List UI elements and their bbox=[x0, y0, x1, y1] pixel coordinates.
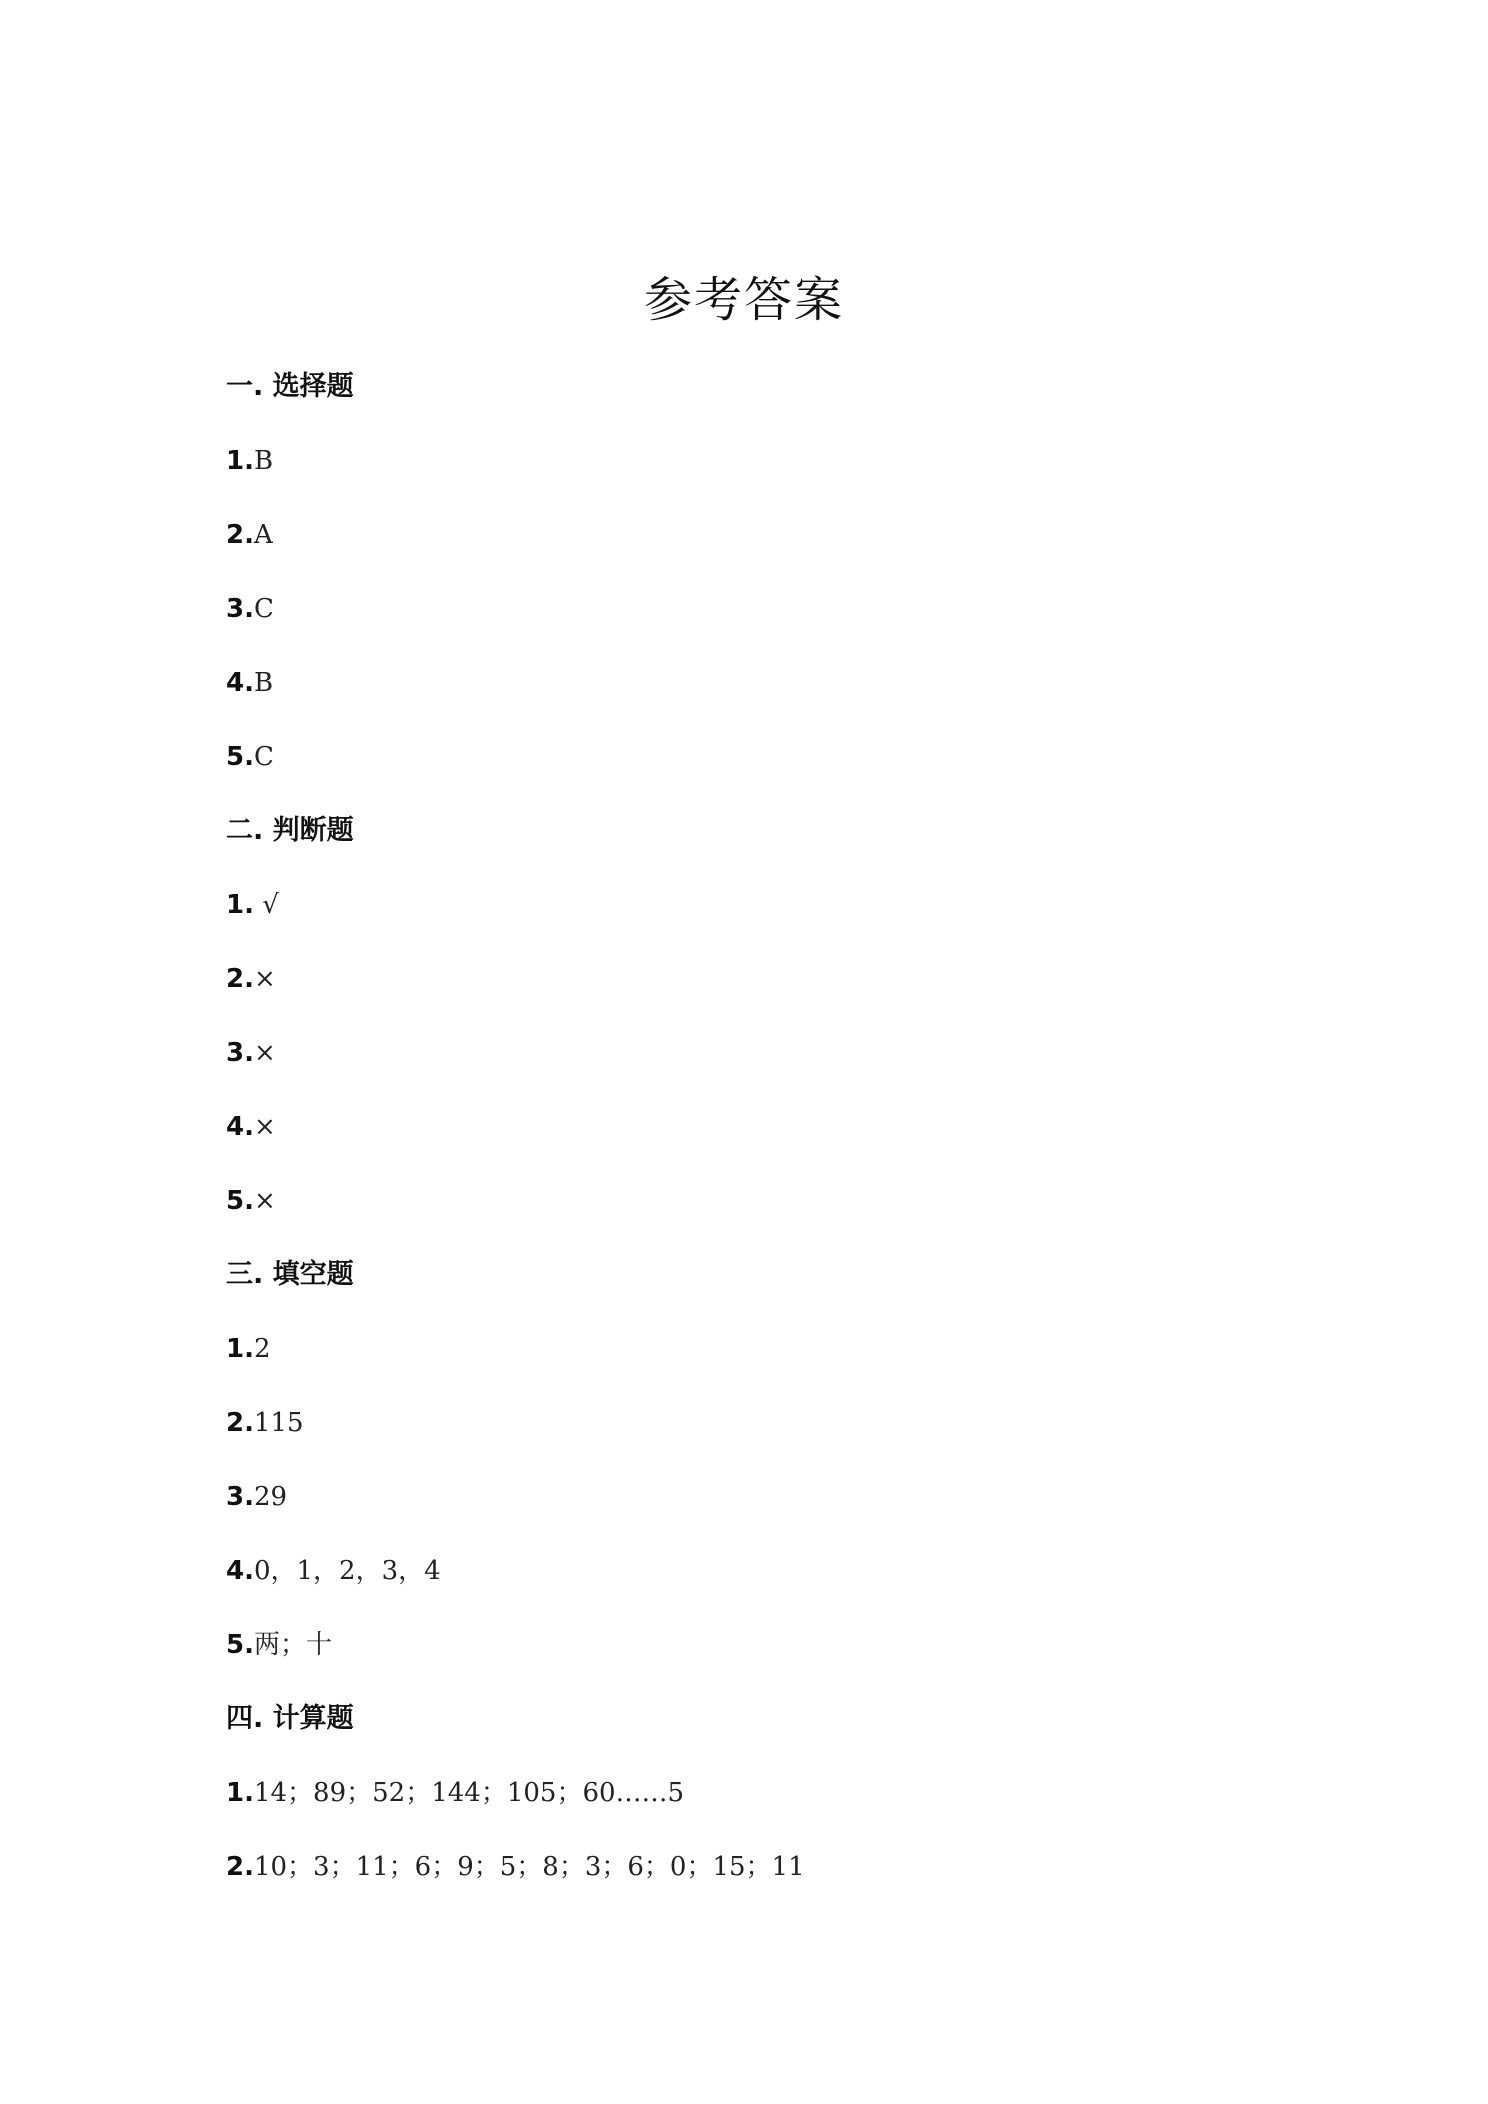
section-heading: 二. 判断题 bbox=[226, 815, 354, 846]
item-number: 2. bbox=[226, 964, 254, 994]
item-number: 1. bbox=[226, 890, 254, 920]
answer-item bbox=[226, 732, 1326, 806]
item-number: 1. bbox=[226, 446, 254, 476]
answer-content bbox=[226, 362, 1326, 1916]
answer-item bbox=[226, 954, 1326, 1028]
answer-item bbox=[226, 584, 1326, 658]
answer-item bbox=[226, 1102, 1326, 1176]
item-number: 1. bbox=[226, 1334, 254, 1364]
item-number: 2. bbox=[226, 1408, 254, 1438]
answer-item bbox=[226, 658, 1326, 732]
item-answer: × bbox=[253, 1112, 276, 1142]
item-answer: 115 bbox=[253, 1408, 304, 1438]
section-fill-blank bbox=[226, 1250, 1326, 1694]
item-number: 2. bbox=[226, 520, 254, 550]
item-number: 4. bbox=[226, 1556, 254, 1586]
item-number: 1. bbox=[226, 1778, 254, 1808]
item-answer: 14；89；52；144；105；60……5 bbox=[253, 1778, 685, 1808]
item-answer: 两；十 bbox=[253, 1630, 332, 1660]
answer-item bbox=[226, 1620, 1326, 1694]
answer-item bbox=[226, 1546, 1326, 1620]
section-choice bbox=[226, 362, 1326, 806]
answer-item bbox=[226, 1028, 1326, 1102]
item-answer: × bbox=[253, 964, 276, 994]
item-answer: 29 bbox=[253, 1482, 288, 1512]
answer-item bbox=[226, 1398, 1326, 1472]
section-true-false bbox=[226, 806, 1326, 1250]
item-answer: √ bbox=[253, 890, 279, 920]
item-answer: 2 bbox=[253, 1334, 271, 1364]
item-answer: B bbox=[253, 668, 274, 698]
answer-item bbox=[226, 880, 1326, 954]
item-answer: 0，1，2，3，4 bbox=[253, 1556, 441, 1586]
answer-item bbox=[226, 1472, 1326, 1546]
page-title: 参考答案 bbox=[643, 272, 844, 328]
item-number: 3. bbox=[226, 594, 254, 624]
item-number: 4. bbox=[226, 1112, 254, 1142]
item-number: 5. bbox=[226, 742, 254, 772]
item-answer: 10；3；11；6；9；5；8；3；6；0；15；11 bbox=[253, 1852, 805, 1882]
answer-item bbox=[226, 1324, 1326, 1398]
item-number: 3. bbox=[226, 1482, 254, 1512]
item-answer: × bbox=[253, 1038, 276, 1068]
section-calculation bbox=[226, 1694, 1326, 1916]
section-heading: 一. 选择题 bbox=[226, 371, 354, 402]
answer-item bbox=[226, 1176, 1326, 1250]
item-answer: C bbox=[253, 594, 274, 624]
item-answer: C bbox=[253, 742, 274, 772]
answer-item bbox=[226, 1768, 1326, 1842]
item-number: 2. bbox=[226, 1852, 254, 1882]
answer-item bbox=[226, 510, 1326, 584]
item-number: 4. bbox=[226, 668, 254, 698]
section-heading: 四. 计算题 bbox=[226, 1703, 354, 1734]
answer-item bbox=[226, 1842, 1326, 1916]
item-number: 5. bbox=[226, 1630, 254, 1660]
item-answer: B bbox=[253, 446, 274, 476]
item-answer: A bbox=[253, 520, 273, 550]
item-number: 3. bbox=[226, 1038, 254, 1068]
section-heading: 三. 填空题 bbox=[226, 1259, 354, 1290]
item-number: 5. bbox=[226, 1186, 254, 1216]
item-answer: × bbox=[253, 1186, 276, 1216]
answer-item bbox=[226, 436, 1326, 510]
